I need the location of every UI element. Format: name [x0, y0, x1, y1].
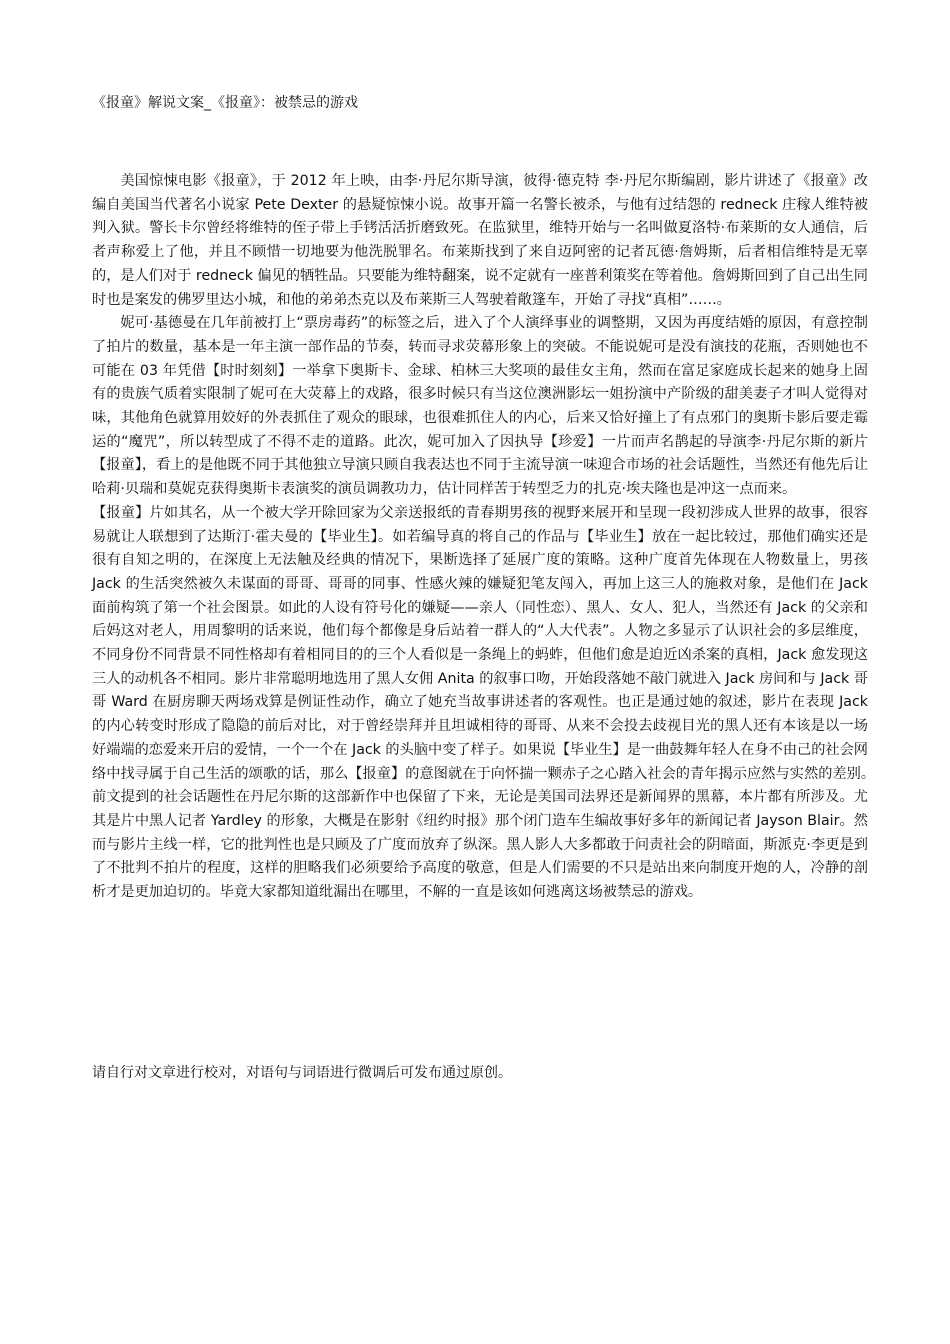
paragraph-analysis: 【报童】片如其名，从一个被大学开除回家为父亲送报纸的青春期男孩的视野来展开和呈现一段初涉成人世界的故事，很容易就让人联想到了达斯汀·霍夫曼的【毕业生】。如若编导真的将自己的作品与【毕业生】放在一起比较过，那他们确实还是很有自知之明的，在深度上无法触及经典的情况下，果断选择了延展广度的策略。这种广度首先体现在人物数量上，男孩 Jack 的生活突然被久未谋面的哥哥、哥哥的同事、性感火辣的嫌疑犯笔友闯入，再加上这三人的施救对象，是他们在 Jack 面前构筑了第一个社会图景。如此的人设有符号化的嫌疑——亲人（同性恋）、黑人、女人、犯人，当然还有 Jack 的父亲和后妈这对老人，用周黎明的话来说，他们每个都像是身后站着一群人的“人大代表”。人物之多显示了认识社会的多层维度，不同身份不同背景不同性格却有着相同目的的三个人看似是一条绳上的蚂蚱，但他们愈是迫近凶杀案的真相，Jack 愈发现这三人的动机各不相同。影片非常聪明地选用了黑人女佣 Anita 的叙事口吻，开始段落她不敲门就进入 Jack 房间和与 Jack 哥哥 Ward 在厨房聊天两场戏算是例证性动作，确立了她充当故事讲述者的客观性。也正是通过她的叙述，影片在表现 Jack 的内心转变时形成了隐隐的前后对比，对于曾经崇拜并且坦诚相待的哥哥、从来不会投去歧视目光的黑人还有本该是以一场好端端的恋爱来开启的爱情，一个一个在 Jack 的头脑中变了样子。如果说【毕业生】是一曲鼓舞年轻人在身不由己的社会网络中找寻属于自己生活的颂歌的话，那么【报童】的意图就在于向怀揣一颗赤子之心踏入社会的青年揭示应然与实然的差别。 前文提到的社会话题性在丹尼尔斯的这部新作中也保留了下来，无论是美国司法界还是新闻界的黑幕，本片都有所涉及。尤其是片中黑人记者 Yardley 的形象，大概是在影射《纽约时报》那个闭门造车生编故事好多年的新闻记者 Jayson Blair。然而与影片主线一样，它的批判性也是只顾及了广度而放弃了纵深。黑人影人大多都敢于问责社会的阴暗面，斯派克·李更是到了不批判不拍片的程度，这样的胆略我们必须要给予高度的敬意，但是人们需要的不只是站出来向制度开炮的人，冷静的剖析才是更加迫切的。毕竟大家都知道纰漏出在哪里，不解的一直是该如何逃离这场被禁忌的游戏。	[92, 504, 883, 901]
paragraph-intro: 美国惊悚电影《报童》，于 2012 年上映，由李·丹尼尔斯导演，彼得·德克特 李·丹尼尔斯编剧，影片讲述了《报童》改编自美国当代著名小说家 Pete Dexter 的悬疑惊悚小说。故事开篇一名警长被杀，与他有过结怨的 redneck 庄稼人维特被判入狱。警长卡尔曾经将维特的侄子带上手铐活活折磨致死。在监狱里，维特开始与一名叫做夏洛特·布莱斯的女人通信，后者声称爱上了他，并且不顾惜一切地要为他洗脱罪名。布莱斯找到了来自迈阿密的记者瓦德·詹姆斯，后者相信维特是无辜的，是人们对于 redneck 偏见的牺牲品。只要能为维特翻案，说不定就有一座普利策奖在等着他。詹姆斯回到了自己出生同时也是案发的佛罗里达小城，和他的弟弟杰克以及布莱斯三人驾驶着敞篷车，开始了寻找“真相”……。	[92, 173, 868, 308]
document-footer-note: 请自行对文章进行校对，对语句与词语进行微调后可发布通过原创。	[92, 1065, 512, 1081]
document-body	[92, 170, 883, 905]
paragraph-nicole-kidman: 妮可·基德曼在几年前被打上“票房毒药”的标签之后，进入了个人演绎事业的调整期，又因为再度结婚的原因，有意控制了拍片的数量，基本是一年主演一部作品的节奏，转而寻求荧幕形象上的突破。不能说妮可是没有演技的花瓶，否则她也不可能在 03 年凭借【时时刻刻】一举拿下奥斯卡、金球、柏林三大奖项的最佳女主角，然而在富足家庭成长起来的她身上固有的贵族气质着实限制了妮可在大荧幕上的戏路，很多时候只有当这位澳洲影坛一姐扮演中产阶级的甜美妻子才叫人觉得对味，其他角色就算用姣好的外表抓住了观众的眼球，也很难抓住人的内心，后来又恰好撞上了有点邪门的奥斯卡影后要走霉运的“魔咒”，所以转型成了不得不走的道路。此次，妮可加入了因执导【珍爱】一片而声名鹊起的导演李·丹尼尔斯的新片【报童】，看上的是他既不同于其他独立导演只顾自我表达也不同于主流导演一味迎合市场的社会话题性，当然还有他先后让哈莉·贝瑞和莫妮克获得奥斯卡表演奖的演员调教功力，估计同样苦于转型乏力的扎克·埃夫隆也是冲这一点而来。	[92, 315, 868, 498]
document-title: 《报童》解说文案_《报童》：被禁忌的游戏	[92, 95, 358, 111]
